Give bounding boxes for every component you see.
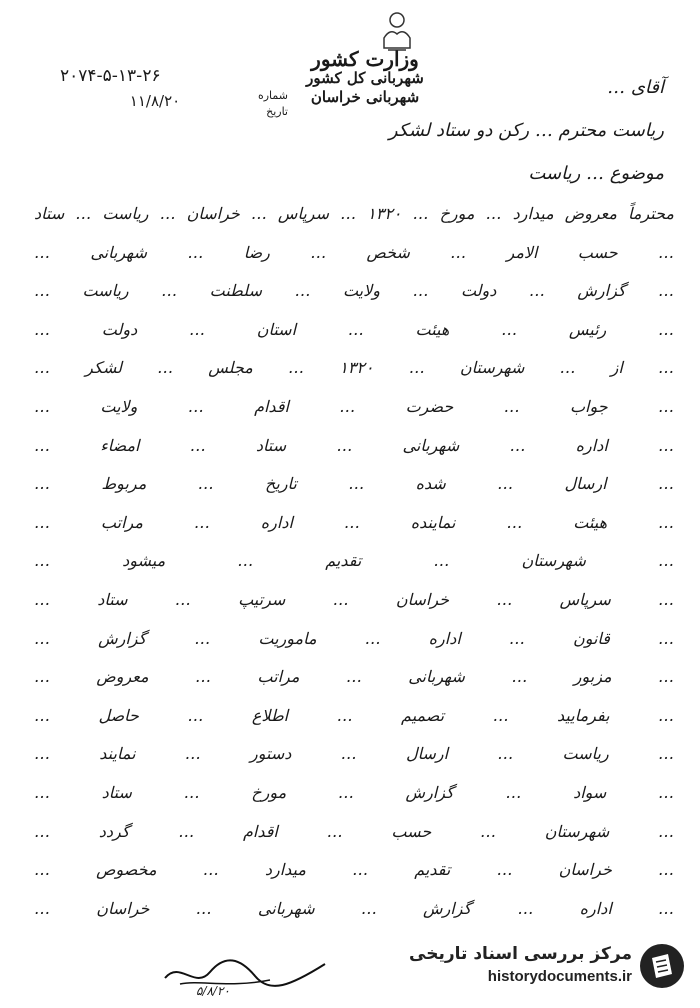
salutation-line-2: ریاست محترم … رکن دو ستاد لشکر xyxy=(388,120,664,141)
body-line: … از … شهرستان … ۱۳۲۰ … مجلس … لشکر … xyxy=(34,358,674,378)
watermark-title: مرکز بررسی اسناد تاریخی xyxy=(409,944,632,964)
body-line: محترماً معروض میدارد … مورخ … ۱۳۲۰ … سرپاس … خراسان … ریاست … ستاد xyxy=(34,204,674,223)
body-line: … شهرستان … تقدیم … میشود … xyxy=(34,551,674,571)
handwritten-signature xyxy=(160,950,330,995)
reference-number: ۲۰۷۴-۵-۱۳-۲۶ xyxy=(60,66,161,86)
body-line: … حسب الامر … شخص … رضا … شهربانی … xyxy=(34,242,674,262)
body-line: … رئیس … هیئت … استان … دولت … xyxy=(34,319,674,339)
body-line: … مزبور … شهربانی … مراتب … معروض … xyxy=(34,667,674,687)
letterhead-ministry: وزارت کشور xyxy=(311,47,419,71)
salutation-line-1: آقای … xyxy=(607,77,664,98)
letterhead-line-2: شهربانی خراسان xyxy=(310,88,420,106)
watermark xyxy=(376,940,686,994)
reference-block xyxy=(60,66,250,110)
body-line: … خراسان … تقدیم … میدارد … مخصوص … xyxy=(34,860,674,880)
body-line: … سرپاس … خراسان … سرتیپ … ستاد … xyxy=(34,589,674,609)
archive-logo-icon xyxy=(638,942,686,990)
body-line: … اداره … گزارش … شهربانی … خراسان … xyxy=(34,898,674,918)
body-line: … ارسال … شده … تاریخ … مربوط … xyxy=(34,474,674,494)
letterhead-line-1: شهربانی کل کشور xyxy=(306,69,424,87)
body-line: … قانون … اداره … ماموریت … گزارش … xyxy=(34,628,674,648)
body-line: … گزارش … دولت … ولایت … سلطنت … ریاست … xyxy=(34,281,674,301)
body-line: … هیئت … نماینده … اداره … مراتب … xyxy=(34,512,674,532)
salutation-line-3: موضوع … ریاست xyxy=(528,163,664,184)
body-line: … اداره … شهربانی … ستاد … امضاء … xyxy=(34,435,674,455)
body-line: … جواب … حضرت … اقدام … ولایت … xyxy=(34,396,674,416)
reference-labels xyxy=(258,88,288,120)
reference-date: ۱۱/۸/۲۰ xyxy=(129,92,181,110)
reference-number-label: شماره xyxy=(257,89,288,102)
body-line: … شهرستان … حسب … اقدام … گردد … xyxy=(34,821,674,841)
reference-date-label: تاریخ xyxy=(266,105,288,118)
signature-date: ۵/۸/۲۰ xyxy=(196,984,230,998)
watermark-url: historydocuments.ir xyxy=(487,968,632,985)
body-line: … بفرمایید … تصمیم … اطلاع … حاصل … xyxy=(34,705,674,725)
salutation xyxy=(344,66,664,195)
letter-body xyxy=(34,195,674,928)
body-line: … ریاست … ارسال … دستور … نمایند … xyxy=(34,744,674,764)
body-line: … سواد … گزارش … مورخ … ستاد … xyxy=(34,782,674,802)
